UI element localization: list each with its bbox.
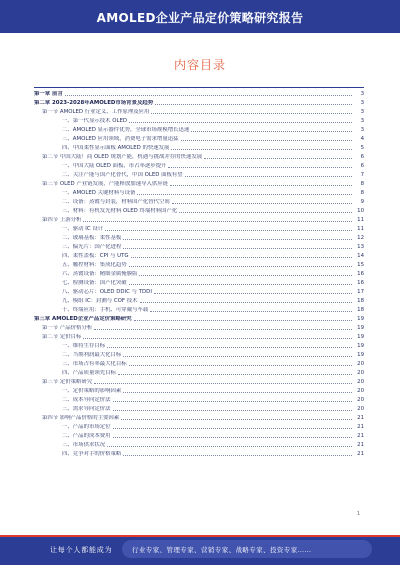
- toc-entry[interactable]: [34, 403, 364, 412]
- toc-leader-dots: [139, 275, 352, 276]
- toc-entry[interactable]: [34, 151, 364, 160]
- toc-entry[interactable]: [34, 340, 364, 349]
- toc-entry-title: 二、当期利润最大化目标: [62, 352, 122, 358]
- toc-entry-title: 一、维持生存目标: [62, 343, 106, 349]
- toc-entry-page: 20: [357, 397, 364, 403]
- toc-entry-page: 3: [360, 127, 364, 133]
- toc-entry-title: 八、驱动芯片：OLED DDIC 与 TDDI: [62, 289, 152, 295]
- page-number: 1: [356, 511, 360, 517]
- toc-entry-page: 3: [360, 100, 364, 106]
- toc-entry-title: 二、玻璃基板：柔性基板: [62, 235, 122, 241]
- toc-entry-page: 20: [357, 406, 364, 412]
- toc-entry[interactable]: [34, 223, 364, 232]
- toc-entry-title: 十、终端应用：手机、可穿戴与车载: [62, 307, 149, 313]
- toc-entry[interactable]: [34, 178, 364, 187]
- toc-entry-title: 三、市场占有率最大化目标: [62, 361, 127, 367]
- toc-entry-title: 一、驱动 IC 设计: [62, 226, 104, 232]
- toc-entry-page: 13: [357, 244, 364, 250]
- footer-slogan: 让每个人都能成为: [50, 546, 113, 554]
- toc-heading: 内容目录: [173, 58, 226, 72]
- toc-leader-dots: [154, 293, 352, 294]
- toc-entry[interactable]: [34, 133, 364, 142]
- toc-entry[interactable]: [34, 241, 364, 250]
- toc-entry[interactable]: [34, 259, 364, 268]
- toc-entry-title: 一、定价策略的影响因素: [62, 388, 122, 394]
- toc-entry-title: 三、AMOLED 应用领域，消费电子需求增量迅猛: [62, 136, 179, 142]
- toc-entry-page: 4: [360, 136, 364, 142]
- toc-entry-title: 第三章 AMOLED企业产品定价策略研究: [34, 316, 132, 322]
- table-of-contents: [34, 88, 364, 457]
- toc-entry-title: 二、产品的成本费用: [62, 433, 111, 439]
- toc-entry-title: 三、材料：有机发光材料 OLED 终端材料国产化: [62, 208, 178, 214]
- toc-entry[interactable]: [34, 250, 364, 259]
- toc-leader-dots: [171, 149, 352, 150]
- toc-leader-dots: [151, 113, 352, 114]
- footer-banner: [0, 535, 400, 565]
- toc-entry-page: 11: [357, 217, 364, 223]
- toc-entry[interactable]: [34, 322, 364, 331]
- toc-entry-title: 第三节 定价策略研究: [42, 379, 93, 385]
- toc-leader-dots: [204, 158, 352, 159]
- toc-entry[interactable]: [34, 214, 364, 223]
- toc-entry-page: 21: [357, 451, 364, 457]
- toc-entry[interactable]: [34, 412, 364, 421]
- toc-entry-title: 九、模组 IC：封测与 COF 技术: [62, 298, 138, 304]
- toc-entry-page: 14: [357, 253, 364, 259]
- toc-entry-page: 19: [357, 325, 364, 331]
- toc-entry-title: 第二节 中国大陆厂商 OLED 规划产能，机遇与挑战并存的快速发展: [42, 154, 203, 160]
- toc-entry[interactable]: [34, 169, 364, 178]
- toc-entry-title: 四、产品质量领先目标: [62, 370, 116, 376]
- toc-leader-dots: [123, 248, 352, 249]
- toc-entry-page: 16: [357, 280, 364, 286]
- toc-leader-dots: [129, 284, 352, 285]
- toc-entry-title: 第一节 产品价格分析: [42, 325, 93, 331]
- toc-entry-page: 5: [360, 145, 364, 151]
- toc-entry-title: 第三节 OLED 产业链发展，产能释放加速导入供应链: [42, 181, 169, 187]
- toc-entry-page: 19: [357, 316, 364, 322]
- toc-entry[interactable]: [34, 385, 364, 394]
- toc-leader-dots: [168, 167, 352, 168]
- toc-leader-dots: [137, 194, 352, 195]
- toc-entry-page: 7: [360, 172, 364, 178]
- toc-entry[interactable]: [34, 277, 364, 286]
- toc-entry-page: 3: [360, 109, 364, 115]
- toc-entry[interactable]: [34, 97, 364, 106]
- toc-entry-page: 12: [357, 235, 364, 241]
- toc-entry[interactable]: [34, 196, 364, 205]
- toc-entry-page: 16: [357, 271, 364, 277]
- toc-entry-title: 一、中国大陆 OLED 面板，市占率逐步提升: [62, 163, 167, 169]
- toc-entry[interactable]: [34, 376, 364, 385]
- footer-pill: [122, 540, 372, 558]
- toc-entry-page: 20: [357, 379, 364, 385]
- toc-leader-dots: [65, 95, 352, 96]
- toc-entry-title: 第二节 定价目标: [42, 334, 82, 340]
- toc-entry-page: 19: [357, 343, 364, 349]
- toc-leader-dots: [191, 131, 352, 132]
- toc-entry[interactable]: [34, 232, 364, 241]
- toc-entry-page: 18: [357, 298, 364, 304]
- toc-entry[interactable]: [34, 295, 364, 304]
- toc-entry-title: 四、中国柔性显示面板 AMOLED 的快速发展: [62, 145, 170, 151]
- toc-entry-page: 15: [357, 262, 364, 268]
- toc-entry[interactable]: [34, 358, 364, 367]
- report-header: [0, 0, 400, 33]
- toc-entry-page: 17: [357, 289, 364, 295]
- toc-entry[interactable]: [34, 331, 364, 340]
- toc-leader-dots: [185, 176, 352, 177]
- report-title: AMOLED企业产品定价策略研究报告: [96, 11, 304, 25]
- toc-entry-page: 9: [360, 199, 364, 205]
- toc-entry-title: 二、关注产能与国产化替代，中国 OLED 面板有望: [62, 172, 183, 178]
- toc-entry-title: 二、成本导向定价法: [62, 397, 111, 403]
- toc-leader-dots: [129, 122, 352, 123]
- toc-entry[interactable]: [34, 367, 364, 376]
- toc-leader-dots: [121, 419, 352, 420]
- toc-leader-dots: [123, 392, 352, 393]
- toc-leader-dots: [150, 311, 352, 312]
- toc-entry-title: 四、柔性盖板：CPI 与 UTG: [62, 253, 129, 259]
- toc-entry-title: 二、设备：蒸镀与封装，材料国产化替代空间: [62, 199, 170, 205]
- toc-entry[interactable]: [34, 394, 364, 403]
- toc-entry-title: 一、产品的市场定位: [62, 424, 111, 430]
- toc-leader-dots: [181, 140, 353, 141]
- toc-entry[interactable]: [34, 313, 364, 322]
- toc-leader-dots: [140, 302, 352, 303]
- toc-leader-dots: [123, 239, 352, 240]
- toc-entry-page: 3: [360, 118, 364, 124]
- toc-entry-page: 21: [357, 433, 364, 439]
- toc-entry[interactable]: [34, 160, 364, 169]
- toc-entry[interactable]: [34, 187, 364, 196]
- toc-leader-dots: [107, 347, 352, 348]
- toc-entry-page: 11: [357, 226, 364, 232]
- toc-entry[interactable]: [34, 88, 364, 97]
- toc-entry-page: 19: [357, 352, 364, 358]
- toc-leader-dots: [113, 437, 352, 438]
- toc-leader-dots: [107, 446, 352, 447]
- toc-entry-page: 21: [357, 415, 364, 421]
- toc-entry-title: 第一章 前言: [34, 91, 63, 97]
- toc-leader-dots: [123, 455, 352, 456]
- toc-leader-dots: [134, 320, 352, 321]
- toc-entry-page: 10: [357, 208, 364, 214]
- toc-entry-title: 五、触控材料：集成化趋势: [62, 262, 127, 268]
- toc-leader-dots: [113, 410, 352, 411]
- toc-leader-dots: [179, 212, 352, 213]
- toc-entry-title: 第二章 2023-2028年AMOLED市场背景及趋势: [34, 100, 154, 106]
- toc-entry[interactable]: [34, 142, 364, 151]
- toc-leader-dots: [113, 428, 352, 429]
- toc-entry-page: 18: [357, 307, 364, 313]
- toc-entry[interactable]: [34, 124, 364, 133]
- toc-entry-page: 21: [357, 424, 364, 430]
- toc-entry[interactable]: [34, 448, 364, 457]
- toc-entry-title: 第四节 上游分析: [42, 217, 82, 223]
- toc-entry-page: 20: [357, 361, 364, 367]
- toc-leader-dots: [118, 374, 352, 375]
- toc-entry-page: 20: [357, 388, 364, 394]
- toc-leader-dots: [129, 266, 352, 267]
- toc-entry-page: 19: [357, 334, 364, 340]
- toc-entry-title: 三、需求导向定价法: [62, 406, 111, 412]
- toc-entry-title: 一、第一代显示技术 OLED: [62, 118, 128, 124]
- toc-entry-title: 六、蒸镀设备：精细金属掩膜版: [62, 271, 138, 277]
- toc-leader-dots: [155, 104, 352, 105]
- toc-leader-dots: [83, 221, 352, 222]
- toc-entry-title: 第一节 AMOLED 行业定义、工作原理及应用: [42, 109, 150, 115]
- toc-entry-title: 四、竞争对手的价格策略: [62, 451, 122, 457]
- toc-entry-page: 21: [357, 442, 364, 448]
- toc-entry[interactable]: [34, 421, 364, 430]
- toc-leader-dots: [172, 203, 352, 204]
- toc-entry[interactable]: [34, 439, 364, 448]
- toc-entry[interactable]: [34, 268, 364, 277]
- footer-expert-list: 行业专家、管理专家、营销专家、战略专家、投资专家……: [132, 546, 312, 554]
- toc-entry-page: 8: [360, 190, 364, 196]
- toc-leader-dots: [131, 257, 352, 258]
- toc-entry[interactable]: [34, 205, 364, 214]
- toc-leader-dots: [170, 185, 352, 186]
- toc-entry-title: 二、AMOLED 显示器件优势，全球市场规模增长迅速: [62, 127, 190, 133]
- toc-entry[interactable]: [34, 430, 364, 439]
- toc-leader-dots: [123, 356, 352, 357]
- toc-leader-dots: [94, 383, 352, 384]
- toc-entry[interactable]: [34, 286, 364, 295]
- toc-entry-title: 一、AMOLED 关键材料与设备: [62, 190, 136, 196]
- toc-entry-page: 6: [360, 154, 364, 160]
- toc-entry-page: 3: [360, 91, 364, 97]
- toc-entry-title: 七、检测设备：国产化突破: [62, 280, 127, 286]
- toc-leader-dots: [113, 401, 352, 402]
- toc-leader-dots: [129, 365, 352, 366]
- toc-leader-dots: [105, 230, 352, 231]
- toc-entry[interactable]: [34, 106, 364, 115]
- toc-entry-page: 8: [360, 181, 364, 187]
- toc-entry[interactable]: [34, 304, 364, 313]
- toc-entry-page: 6: [360, 163, 364, 169]
- toc-leader-dots: [94, 329, 352, 330]
- footer-accent-line: [0, 535, 400, 537]
- toc-entry-title: 三、偏光片：国产化进程: [62, 244, 122, 250]
- toc-entry-page: 20: [357, 370, 364, 376]
- toc-entry-title: 三、市场供求状况: [62, 442, 106, 448]
- toc-entry-title: 第四节 影响产品价格的主要因素: [42, 415, 120, 421]
- toc-entry[interactable]: [34, 349, 364, 358]
- toc-leader-dots: [83, 338, 352, 339]
- toc-entry[interactable]: [34, 115, 364, 124]
